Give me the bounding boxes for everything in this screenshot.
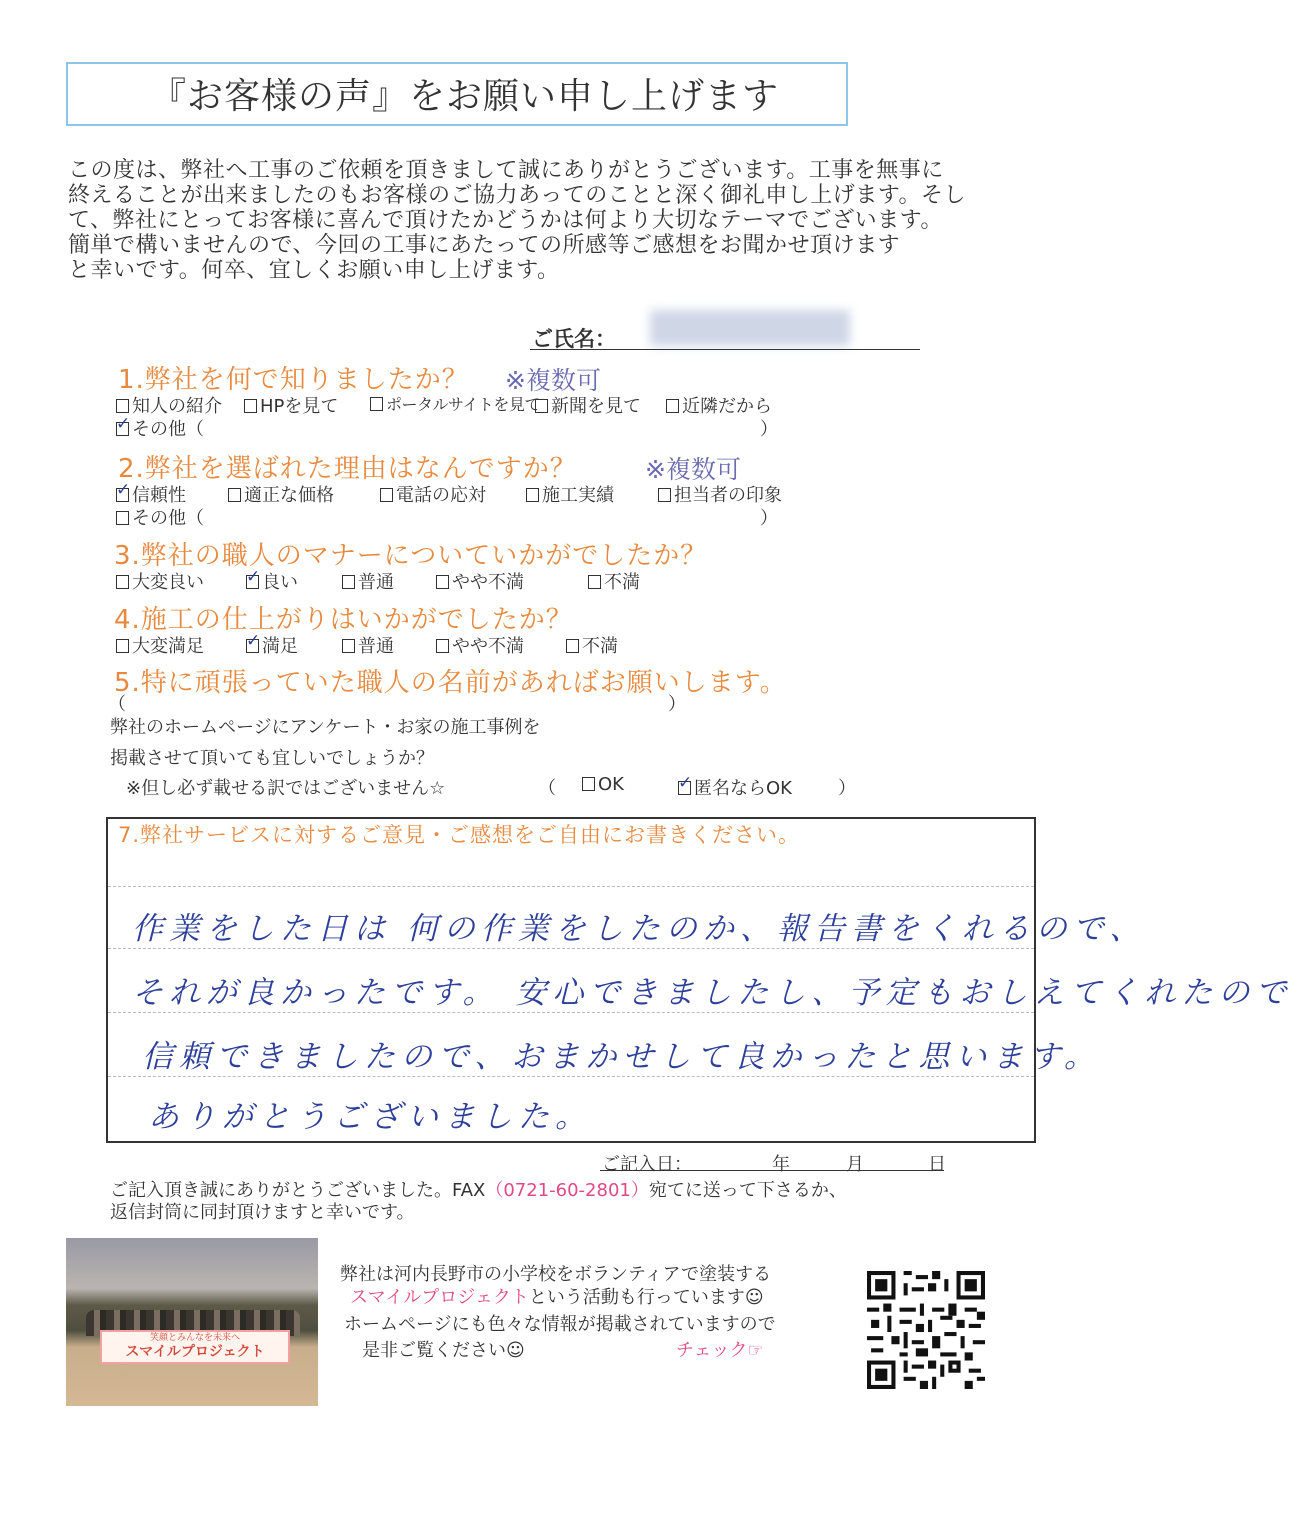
comment-box[interactable] [106, 817, 1292, 1143]
q5-title: 5.特に頑張っていた職人の名前があればお願いします。 [114, 668, 787, 698]
title-box [66, 62, 848, 126]
q4-title: 4.施工の仕上がりはいかがでしたか？ [114, 605, 573, 635]
checkbox-icon-checked[interactable] [678, 781, 691, 795]
q4-option-4[interactable]: やや不満 [436, 632, 524, 658]
handwritten-line-1: 作業をした日は 何の作業をしたのか、報告書をくれるので、 [132, 911, 1147, 947]
q1-title: 1.弊社を何で知りましたか？ [118, 365, 469, 395]
intro-line-4: 簡単で構いませんので、今回の工事にあたっての所感等ご感想をお聞かせ頂けます [68, 233, 901, 258]
q4-option-1[interactable]: 大変満足 [116, 632, 204, 658]
checkbox-icon[interactable] [342, 639, 355, 653]
intro-line-5: と幸いです。何卒、宜しくお願い申し上げます。 [68, 258, 560, 283]
handwritten-line-4: ありがとうございました。 [148, 1099, 592, 1135]
q1-option-other[interactable]: ✓その他（ [116, 415, 204, 441]
q6-open-paren: （ [538, 778, 556, 799]
checkbox-icon[interactable] [526, 488, 539, 502]
checkbox-icon[interactable] [370, 397, 383, 411]
checkbox-icon[interactable] [116, 399, 129, 413]
name-field[interactable] [530, 349, 920, 350]
checkbox-icon[interactable] [436, 639, 449, 653]
promo-line-1: 弊社は河内長野市の小学校をボランティアで塗装する [340, 1264, 772, 1285]
q2-option-2[interactable]: 適正な価格 [228, 481, 334, 507]
checkbox-icon[interactable] [116, 639, 129, 653]
intro-line-3: て、弊社にとってお客様に喜んで頂けたかどうかは何より大切なテーマでございます。 [68, 208, 943, 233]
date-label: ご記入日： [602, 1154, 692, 1175]
intro-line-1: この度は、弊社へ工事のご依頼を頂きまして誠にありがとうございます。工事を無事に [68, 158, 944, 183]
q1-option-3[interactable]: ポータルサイトを見て [370, 392, 540, 415]
ruled-line [108, 1076, 1034, 1077]
volunteer-group-photo [66, 1238, 318, 1406]
checkbox-icon[interactable] [116, 511, 129, 525]
q4-option-5[interactable]: 不満 [566, 632, 618, 658]
q6-close-paren: ） [838, 778, 856, 799]
name-redaction [650, 310, 850, 346]
handwritten-line-3: 信頼できましたので、おまかせして良かったと思います。 [142, 1039, 1101, 1075]
footer-line-1: ご記入頂き誠にありがとうございました。FAX（0721-60-2801）宛てに送って下さるか、 [110, 1180, 847, 1201]
checkbox-icon[interactable] [380, 488, 393, 502]
q1-other-close: ） [760, 419, 778, 440]
q2-option-3[interactable]: 電話の応対 [380, 481, 486, 507]
checkbox-icon-checked[interactable] [246, 639, 259, 653]
q6-option-anon[interactable]: ✓ 匿名ならOK [678, 774, 792, 800]
checkbox-icon[interactable] [116, 575, 129, 589]
checkbox-icon-checked[interactable] [116, 422, 129, 436]
checkbox-icon[interactable] [588, 575, 601, 589]
promo-line-4: 是非ご覧ください☺ [362, 1340, 525, 1361]
promo-line-3: ホームページにも色々な情報が掲載されていますので [344, 1314, 776, 1335]
qr-code[interactable] [864, 1271, 988, 1389]
promo-line-2: スマイルプロジェクトという活動も行っています☺ [350, 1287, 764, 1308]
checkbox-icon-checked[interactable] [246, 575, 259, 589]
footer-line-2: 返信封筒に同封頂けますと幸いです。 [110, 1202, 415, 1223]
checkbox-icon[interactable] [582, 777, 595, 791]
checkbox-icon[interactable] [244, 399, 257, 413]
q6-line-2: 掲載させて頂いても宜しいでしょうか？ [110, 748, 434, 769]
q1-option-2[interactable]: HPを見て [244, 392, 338, 418]
q3-option-1[interactable]: 大変良い [116, 568, 204, 594]
q3-option-3[interactable]: 普通 [342, 568, 394, 594]
q3-option-5[interactable]: 不満 [588, 568, 640, 594]
date-field[interactable] [600, 1170, 944, 1171]
date-month: 月 [846, 1154, 864, 1175]
q6-line-1: 弊社のホームページにアンケート・お家の施工事例を [110, 717, 541, 738]
q2-option-4[interactable]: 施工実績 [526, 481, 614, 507]
q2-option-other[interactable]: その他（ [116, 504, 204, 530]
q4-option-3[interactable]: 普通 [342, 632, 394, 658]
name-label: ご氏名： [532, 327, 616, 351]
q2-multi-note: ※複数可 [645, 455, 741, 484]
checkbox-icon[interactable] [658, 488, 671, 502]
handwritten-line-2: それが良かったです。 安心できましたし、予定もおしえてくれたので [132, 975, 1292, 1011]
check-link[interactable]: チェック☞ [676, 1340, 764, 1361]
q2-option-1[interactable]: ✓信頼性 [116, 481, 186, 507]
ruled-line [108, 948, 1034, 949]
ruled-line [108, 1012, 1034, 1013]
q2-option-5[interactable]: 担当者の印象 [658, 481, 782, 507]
q1-multi-note: ※複数可 [505, 366, 601, 395]
checkbox-icon[interactable] [666, 399, 679, 413]
checkbox-icon[interactable] [342, 575, 355, 589]
q2-title: 2.弊社を選ばれた理由はなんですか？ [118, 454, 577, 484]
photo-banner: 笑顔とみんなを未来へ スマイルプロジェクト [100, 1330, 290, 1364]
q6-note: ※但し必ず載せる訳ではございません☆ [126, 778, 446, 799]
q7-title: 7.弊社サービスに対するご意見・ご感想をご自由にお書きください。 [118, 823, 801, 847]
q1-option-5[interactable]: 近隣だから [666, 392, 772, 418]
q2-other-close: ） [760, 508, 778, 529]
smile-project-link[interactable]: スマイルプロジェクト [350, 1287, 529, 1308]
ruled-line [108, 886, 1034, 887]
intro-line-2: 終えることが出来ましたのもお客様のご協力あってのことと深く御礼申し上げます。そし [68, 183, 967, 208]
checkbox-icon[interactable] [436, 575, 449, 589]
q1-option-4[interactable]: 新聞を見て [535, 392, 641, 418]
fax-number: （0721-60-2801） [485, 1180, 649, 1201]
q4-option-2[interactable]: ✓ 満足 [246, 632, 298, 658]
date-day: 日 [928, 1154, 946, 1175]
q1-option-1[interactable]: 知人の紹介 [116, 392, 222, 418]
page-title: 『お客様の声』をお願い申し上げます [150, 76, 780, 117]
q3-option-4[interactable]: やや不満 [436, 568, 524, 594]
q6-option-ok[interactable]: OK [582, 774, 624, 795]
q3-option-2[interactable]: ✓ 良い [246, 568, 298, 594]
q3-title: 3.弊社の職人のマナーについていかがでしたか？ [114, 541, 708, 571]
checkbox-icon[interactable] [228, 488, 241, 502]
q5-open-paren: （ [108, 694, 126, 715]
checkbox-icon-checked[interactable] [116, 488, 129, 502]
q5-close-paren: ） [668, 694, 686, 715]
checkbox-icon[interactable] [566, 639, 579, 653]
checkbox-icon[interactable] [535, 399, 548, 413]
date-year: 年 [772, 1154, 790, 1175]
